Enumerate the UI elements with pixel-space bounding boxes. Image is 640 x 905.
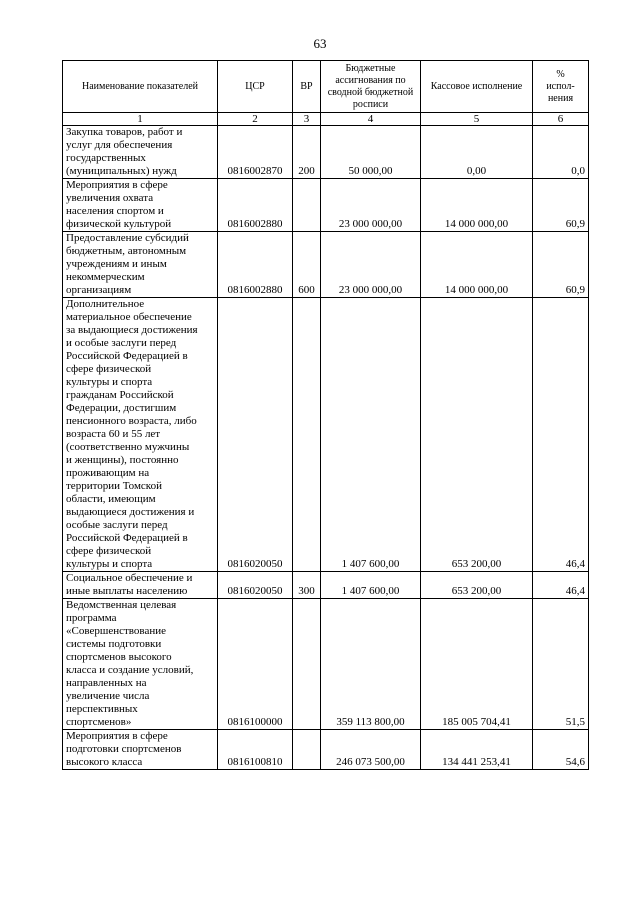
vr-code bbox=[293, 298, 321, 572]
indicator-name: Социальное обеспечение и иные выплаты населению bbox=[63, 572, 218, 599]
execution-percent: 46,4 bbox=[533, 572, 589, 599]
column-number: 3 bbox=[293, 113, 321, 126]
header-budget-allocations: Бюджетные ассигнования по сводной бюджетной росписи bbox=[321, 61, 421, 113]
budget-allocation: 359 113 800,00 bbox=[321, 599, 421, 730]
table-row bbox=[63, 232, 589, 298]
page-number: 63 bbox=[313, 36, 327, 51]
csr-code: 0816100000 bbox=[218, 599, 293, 730]
execution-percent: 51,5 bbox=[533, 599, 589, 730]
csr-code: 0816020050 bbox=[218, 572, 293, 599]
cash-execution: 185 005 704,41 bbox=[421, 599, 533, 730]
column-number: 6 bbox=[533, 113, 589, 126]
vr-code bbox=[293, 599, 321, 730]
table-header-row bbox=[63, 61, 589, 113]
budget-allocation: 23 000 000,00 bbox=[321, 232, 421, 298]
vr-code bbox=[293, 730, 321, 770]
cash-execution: 0,00 bbox=[421, 126, 533, 179]
header-vr: ВР bbox=[293, 61, 321, 113]
execution-percent: 54,6 bbox=[533, 730, 589, 770]
vr-code bbox=[293, 179, 321, 232]
vr-code: 200 bbox=[293, 126, 321, 179]
column-number: 1 bbox=[63, 113, 218, 126]
budget-allocation: 1 407 600,00 bbox=[321, 572, 421, 599]
header-execution-percent: % испол- нения bbox=[533, 61, 589, 113]
column-number: 5 bbox=[421, 113, 533, 126]
header-cash-execution: Кассовое исполнение bbox=[421, 61, 533, 113]
header-csr: ЦСР bbox=[218, 61, 293, 113]
budget-allocation: 1 407 600,00 bbox=[321, 298, 421, 572]
table-row bbox=[63, 298, 589, 572]
budget-allocation: 50 000,00 bbox=[321, 126, 421, 179]
csr-code: 0816002880 bbox=[218, 232, 293, 298]
column-number-row bbox=[63, 113, 589, 126]
indicator-name: Закупка товаров, работ и услуг для обеспечения государственных (муниципальных) нужд bbox=[63, 126, 218, 179]
csr-code: 0816002880 bbox=[218, 179, 293, 232]
execution-percent: 0,0 bbox=[533, 126, 589, 179]
csr-code: 0816002870 bbox=[218, 126, 293, 179]
column-number: 2 bbox=[218, 113, 293, 126]
cash-execution: 14 000 000,00 bbox=[421, 179, 533, 232]
cash-execution: 14 000 000,00 bbox=[421, 232, 533, 298]
table-row bbox=[63, 126, 589, 179]
vr-code: 600 bbox=[293, 232, 321, 298]
execution-percent: 60,9 bbox=[533, 179, 589, 232]
table-row bbox=[63, 730, 589, 770]
indicator-name: Дополнительное материальное обеспечение за выдающиеся достижения и особые заслуги перед Российской Федерацией в сфере физической культуры и спорта гражданам Российской Федерации, достигшим пенсионного возраста, либо возраста 60 и 55 лет (соответственно мужчины и женщины), постоянно проживающим на территории Томской области, имеющим выдающиеся достижения и особые заслуги перед Российской Федерацией в сфере физической культуры и спорта bbox=[63, 298, 218, 572]
cash-execution: 653 200,00 bbox=[421, 572, 533, 599]
execution-percent: 60,9 bbox=[533, 232, 589, 298]
indicator-name: Мероприятия в сфере увеличения охвата населения спортом и физической культурой bbox=[63, 179, 218, 232]
table-row bbox=[63, 599, 589, 730]
cash-execution: 134 441 253,41 bbox=[421, 730, 533, 770]
budget-allocation: 246 073 500,00 bbox=[321, 730, 421, 770]
cash-execution: 653 200,00 bbox=[421, 298, 533, 572]
execution-percent: 46,4 bbox=[533, 298, 589, 572]
indicator-name: Предоставление субсидий бюджетным, автономным учреждениям и иным некоммерческим организациям bbox=[63, 232, 218, 298]
vr-code: 300 bbox=[293, 572, 321, 599]
budget-allocation: 23 000 000,00 bbox=[321, 179, 421, 232]
indicator-name: Мероприятия в сфере подготовки спортсменов высокого класса bbox=[63, 730, 218, 770]
table-row bbox=[63, 572, 589, 599]
table-row bbox=[63, 179, 589, 232]
budget-table bbox=[62, 60, 589, 770]
csr-code: 0816020050 bbox=[218, 298, 293, 572]
indicator-name: Ведомственная целевая программа «Совершенствование системы подготовки спортсменов высокого класса и создание условий, направленных на увеличение числа перспективных спортсменов» bbox=[63, 599, 218, 730]
column-number: 4 bbox=[321, 113, 421, 126]
csr-code: 0816100810 bbox=[218, 730, 293, 770]
header-indicator-name: Наименование показателей bbox=[63, 61, 218, 113]
